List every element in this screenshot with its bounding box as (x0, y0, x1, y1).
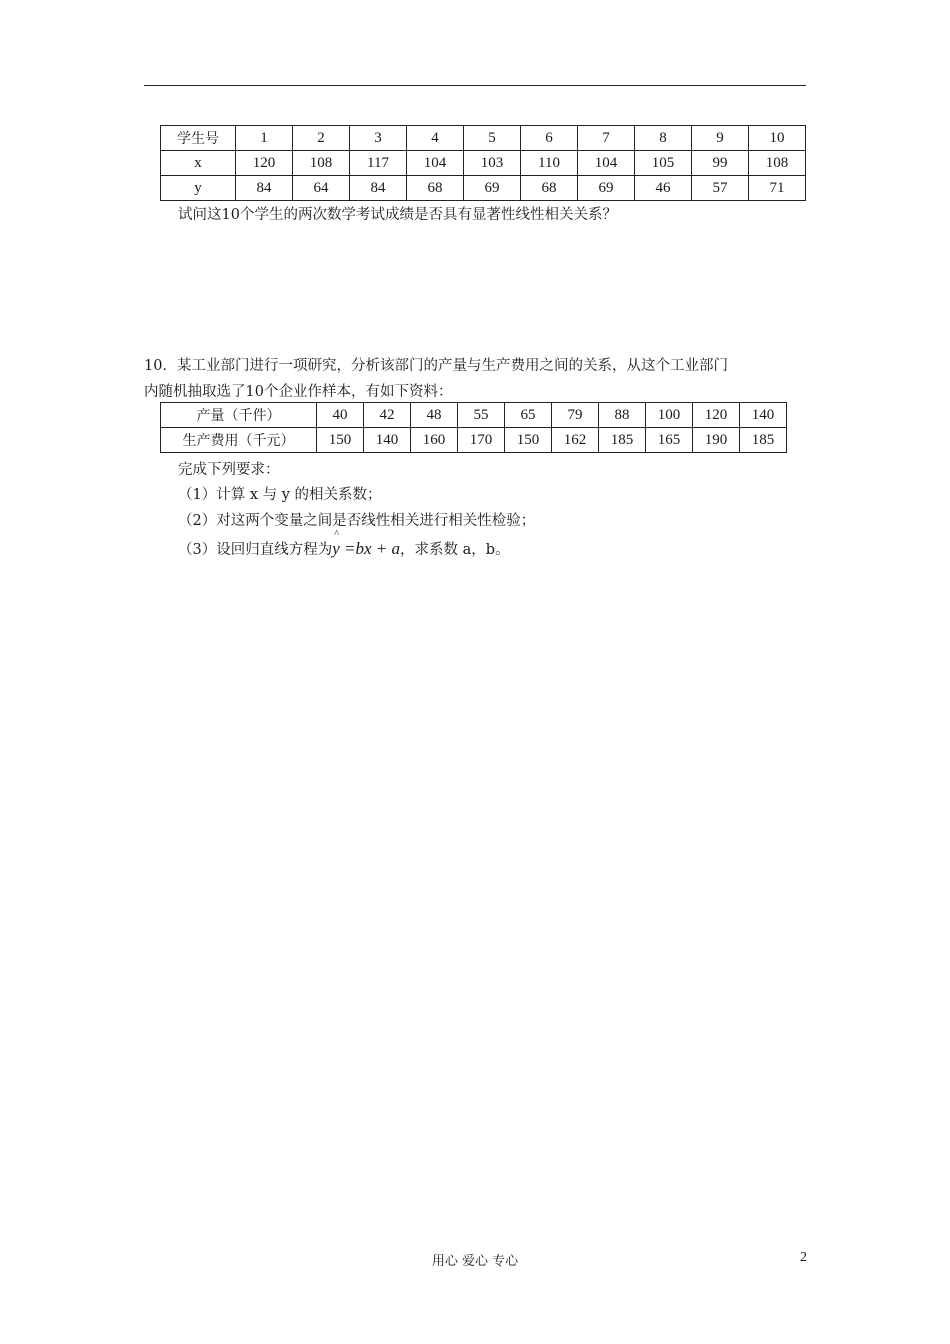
table-row (161, 151, 806, 176)
table-row (161, 176, 806, 201)
table-cell: 40 (317, 403, 364, 428)
problem-10-line-2: 内随机抽取选了10个企业作样本，有如下资料： (144, 384, 453, 400)
regression-equation (332, 529, 401, 558)
table-cell: 104 (578, 151, 635, 176)
table-cell: 2 (293, 126, 350, 151)
table-cell: 69 (464, 176, 521, 201)
table-cell: 68 (521, 176, 578, 201)
table-cell: 104 (407, 151, 464, 176)
table-cell: 84 (350, 176, 407, 201)
table-cell: 84 (236, 176, 293, 201)
table-cell: 120 (236, 151, 293, 176)
table-cell: 1 (236, 126, 293, 151)
row-header: 学生号 (161, 126, 236, 151)
table-cell: 108 (293, 151, 350, 176)
problem-10-line-1: 10．某工业部门进行一项研究，分析该部门的产量与生产费用之间的关系，从这个工业部门 (144, 358, 728, 374)
row-header: y (161, 176, 236, 201)
table-cell: 120 (693, 403, 740, 428)
table-cell: 55 (458, 403, 505, 428)
page-number: 2 (800, 1250, 807, 1265)
table-cell: 103 (464, 151, 521, 176)
table-cell: 165 (646, 428, 693, 453)
table-row (161, 126, 806, 151)
table-row (161, 428, 787, 453)
requirement-1: （1）计算 x 与 y 的相关系数； (178, 487, 382, 503)
table-cell: 65 (505, 403, 552, 428)
requirement-3-prefix: （3）设回归直线方程为 (178, 542, 333, 558)
table-cell: 162 (552, 428, 599, 453)
table-cell: 185 (740, 428, 787, 453)
table-cell: 48 (411, 403, 458, 428)
regression-formula: y =bx + a (332, 539, 401, 558)
table-cell: 170 (458, 428, 505, 453)
requirement-3 (178, 529, 510, 559)
table-cell: 117 (350, 151, 407, 176)
table-cell: 88 (599, 403, 646, 428)
table-cell: 57 (692, 176, 749, 201)
table-cell: 68 (407, 176, 464, 201)
table-cell: 105 (635, 151, 692, 176)
table-cell: 71 (749, 176, 806, 201)
table-cell: 150 (505, 428, 552, 453)
table-cell: 8 (635, 126, 692, 151)
table-cell: 79 (552, 403, 599, 428)
table-cell: 3 (350, 126, 407, 151)
row-header: 生产费用（千元） (161, 428, 317, 453)
table-cell: 140 (364, 428, 411, 453)
table-cell: 150 (317, 428, 364, 453)
requirement-2: （2）对这两个变量之间是否线性相关进行相关性检验； (178, 513, 536, 529)
table-cell: 7 (578, 126, 635, 151)
table-cell: 110 (521, 151, 578, 176)
row-header: 产量（千件） (161, 403, 317, 428)
production-cost-table (160, 402, 787, 453)
table-cell: 5 (464, 126, 521, 151)
header-rule (144, 85, 806, 86)
requirements-intro: 完成下列要求： (178, 462, 280, 478)
table-row (161, 403, 787, 428)
table-cell: 69 (578, 176, 635, 201)
table-cell: 99 (692, 151, 749, 176)
table-cell: 185 (599, 428, 646, 453)
table-cell: 100 (646, 403, 693, 428)
table-cell: 108 (749, 151, 806, 176)
table-cell: 42 (364, 403, 411, 428)
hat-symbol: ^ (334, 529, 339, 540)
table-cell: 4 (407, 126, 464, 151)
table-cell: 46 (635, 176, 692, 201)
table-cell: 10 (749, 126, 806, 151)
table-cell: 64 (293, 176, 350, 201)
table-cell: 9 (692, 126, 749, 151)
requirement-3-suffix: ，求系数 a，b。 (400, 542, 510, 558)
row-header: x (161, 151, 236, 176)
table-cell: 160 (411, 428, 458, 453)
table-cell: 140 (740, 403, 787, 428)
table-cell: 6 (521, 126, 578, 151)
question-text: 试问这10个学生的两次数学考试成绩是否具有显著性线性相关关系？ (178, 207, 617, 223)
table-cell: 190 (693, 428, 740, 453)
student-scores-table (160, 125, 806, 201)
footer-text: 用心 爱心 专心 (431, 1254, 519, 1269)
